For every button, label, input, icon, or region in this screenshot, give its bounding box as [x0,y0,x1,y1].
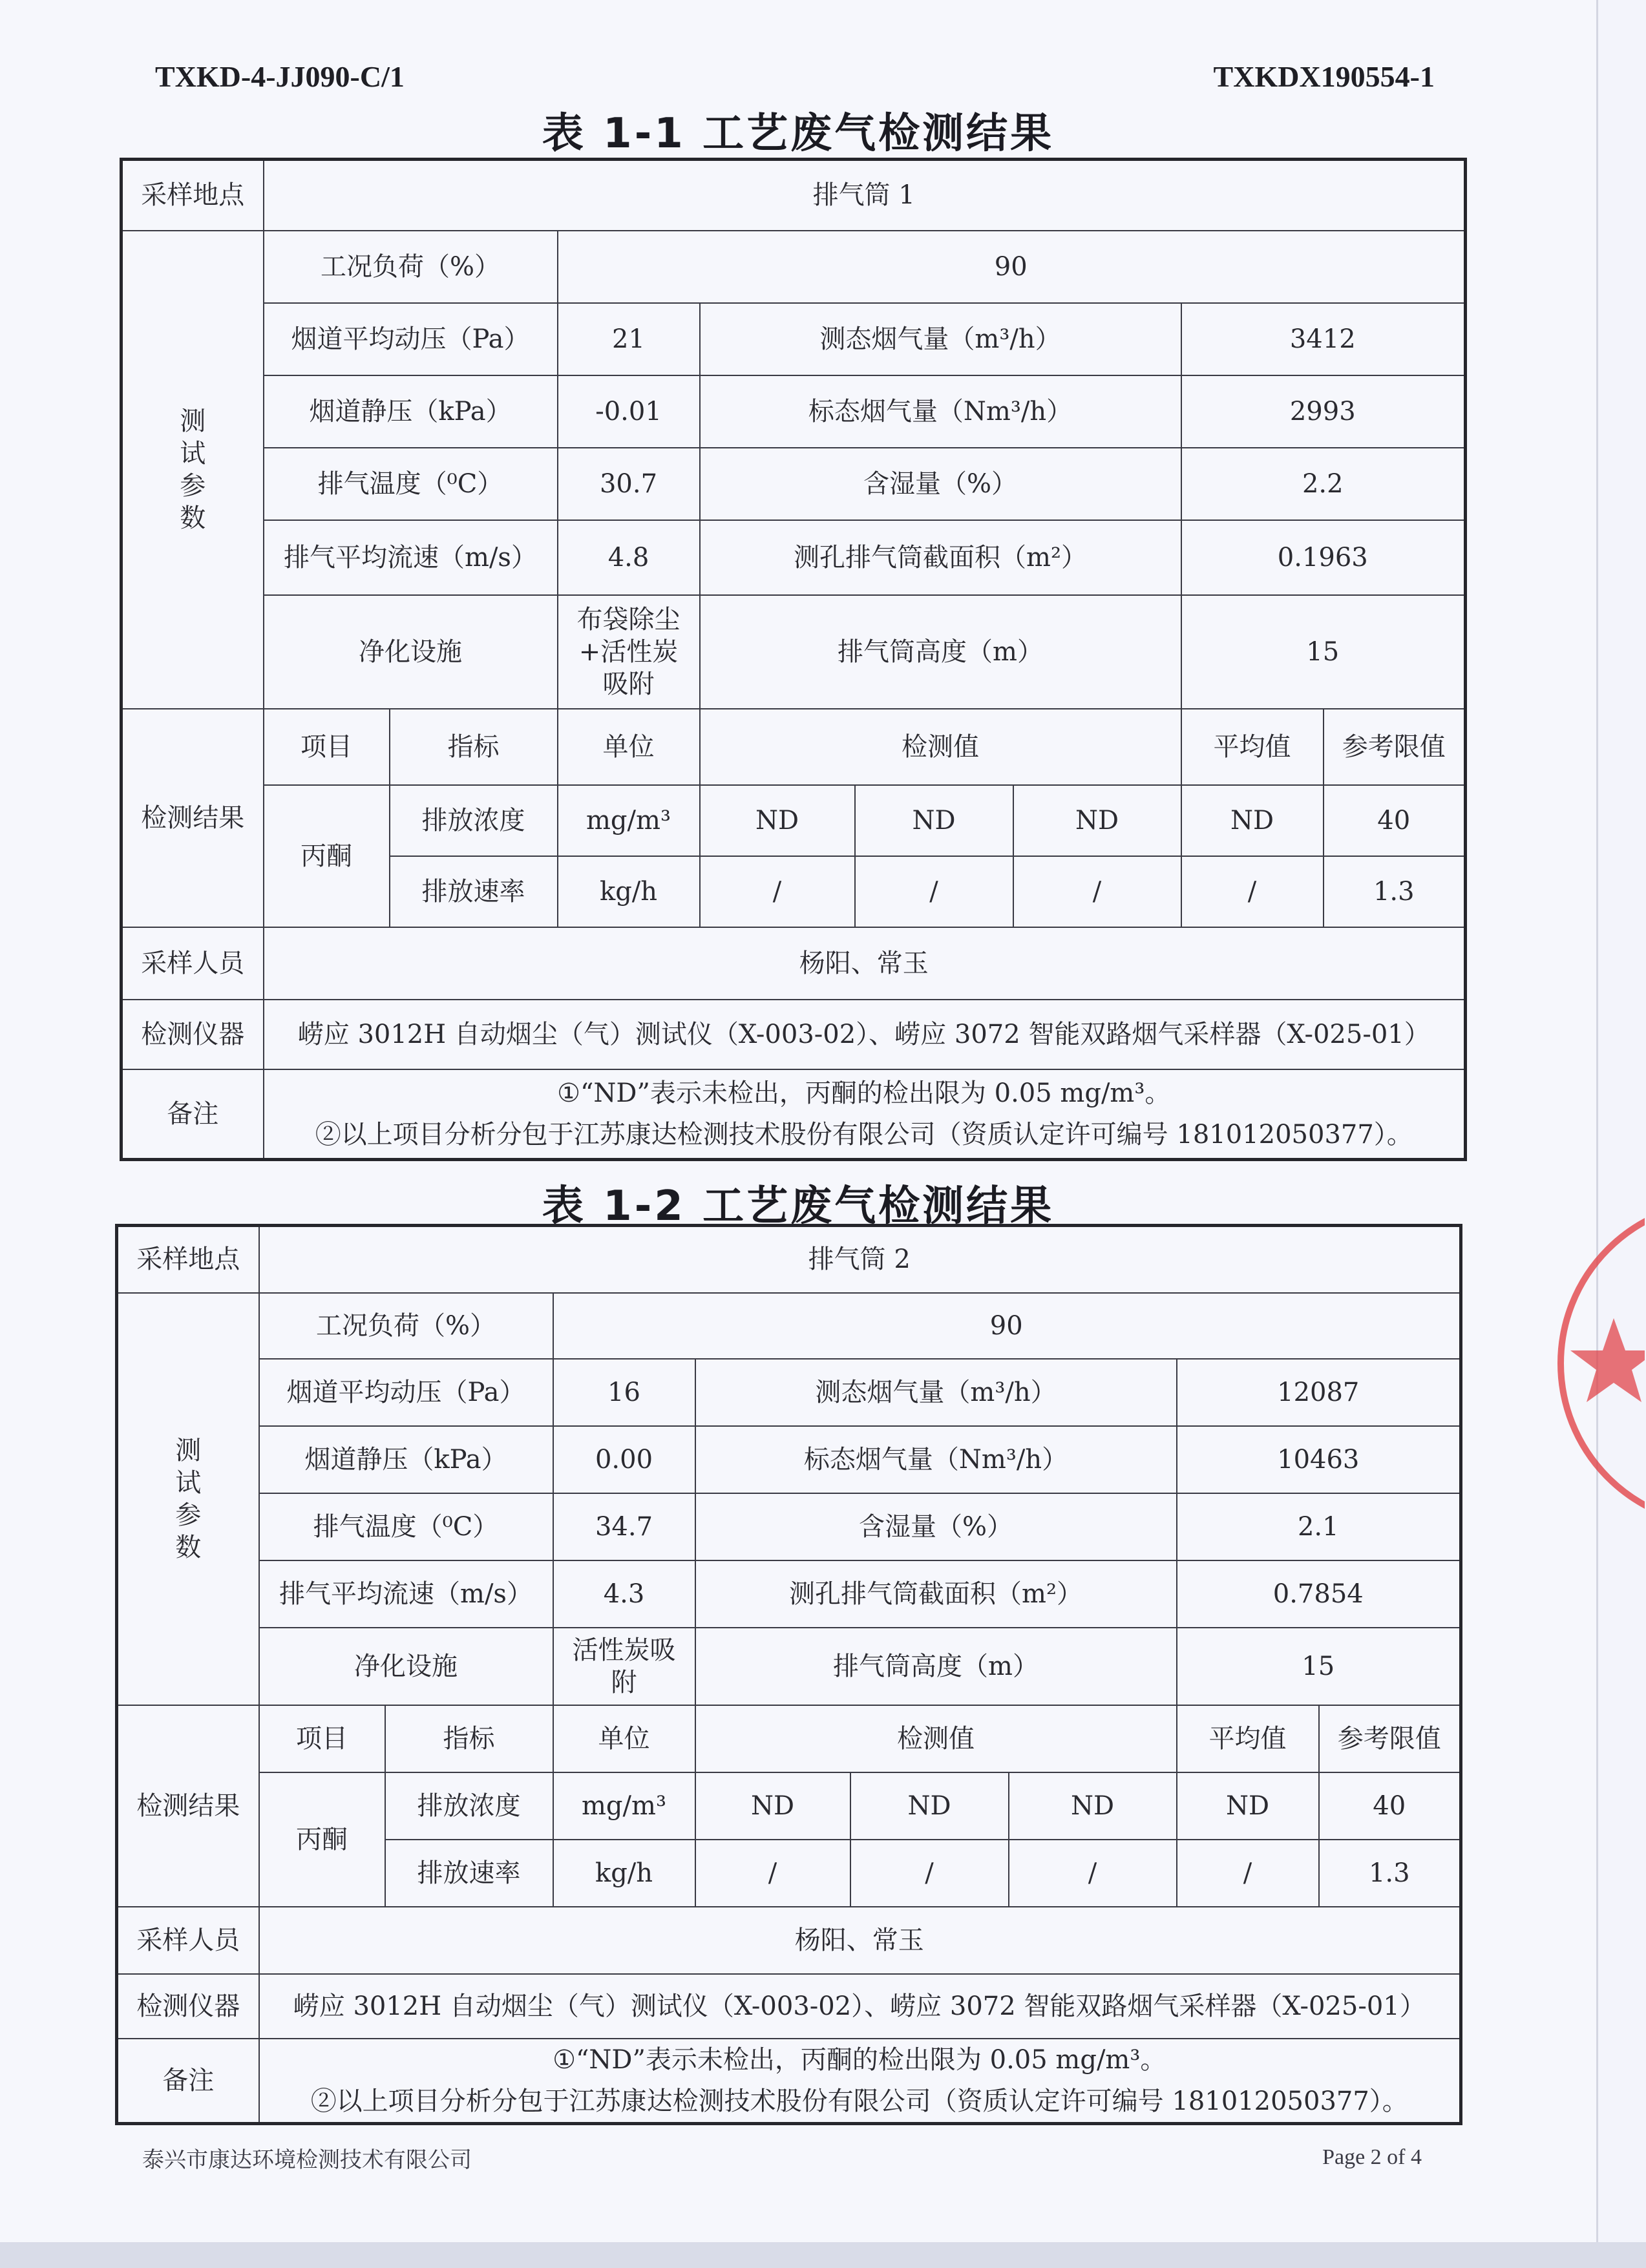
height-label: 排气筒高度（m） [695,1628,1177,1705]
rate-limit: 1.3 [1324,856,1466,927]
dyn-pressure-value: 21 [558,303,700,375]
remarks-label: 备注 [117,2039,259,2124]
static-pressure-label: 烟道静压（kPa） [264,375,558,448]
conc-unit: mg/m³ [558,785,700,856]
dyn-pressure-label: 烟道平均动压（Pa） [264,303,558,375]
static-pressure-value: 0.00 [553,1426,695,1493]
table-2-title: 表 1-2 工艺废气检测结果 [542,1182,1055,1230]
conc-unit: mg/m³ [553,1772,695,1840]
rate-unit: kg/h [553,1840,695,1907]
rate-average: / [1177,1840,1319,1907]
average-header: 平均值 [1181,709,1324,785]
conc-indicator: 排放浓度 [390,785,558,856]
purification-line: 活性炭吸 [572,1635,676,1665]
test-params-char: 参 [175,1500,202,1530]
purification-line: +活性炭 [578,636,679,667]
instrument-label: 检测仪器 [121,1000,264,1069]
remarks-value [264,1069,1466,1160]
test-params-char: 测 [175,1435,202,1465]
sampling-site-value: 排气筒 2 [259,1226,1461,1293]
purification-value [558,595,700,709]
limit-header: 参考限值 [1319,1705,1461,1772]
conc-limit: 40 [1324,785,1466,856]
indicator-header: 指标 [385,1705,553,1772]
area-value: 0.7854 [1177,1560,1461,1628]
remark-line-1: ①“ND”表示未检出，丙酮的检出限为 0.05 mg/m³。 [557,1078,1171,1108]
load-value: 90 [553,1293,1461,1359]
remarks-value [259,2039,1461,2124]
static-pressure-value: -0.01 [558,375,700,448]
rate-average: / [1181,856,1324,927]
temp-value: 30.7 [558,448,700,520]
dyn-pressure-value: 16 [553,1359,695,1426]
purification-value [553,1628,695,1705]
rate-measured-value: / [850,1840,1009,1907]
flow-std-label: 标态烟气量（Nm³/h） [695,1426,1177,1493]
height-value: 15 [1177,1628,1461,1705]
rate-indicator: 排放速率 [385,1840,553,1907]
flow-actual-label: 测态烟气量（m³/h） [700,303,1181,375]
velocity-label: 排气平均流速（m/s） [264,520,558,595]
flow-std-value: 10463 [1177,1426,1461,1493]
red-seal-stamp [1554,1195,1645,1531]
load-label: 工况负荷（%） [264,231,558,303]
measured-header: 检测值 [695,1705,1177,1772]
remarks-label: 备注 [121,1069,264,1160]
conc-average: ND [1177,1772,1319,1840]
report-number: TXKDX190554-1 [1213,60,1435,93]
staff-value: 杨阳、常玉 [259,1907,1461,1974]
flow-actual-label: 测态烟气量（m³/h） [695,1359,1177,1426]
moisture-label: 含湿量（%） [700,448,1181,520]
temp-label: 排气温度（⁰C） [264,448,558,520]
results-label: 检测结果 [121,709,264,927]
sampling-site-label: 采样地点 [121,160,264,231]
conc-measured-value: ND [1013,785,1181,856]
purification-line: 布袋除尘 [576,604,681,635]
conc-measured-value: ND [695,1772,850,1840]
remark-line-2: ②以上项目分析分包于江苏康达检测技术股份有限公司（资质认定许可编号 181012050377）。 [310,2086,1408,2116]
remark-line-1: ①“ND”表示未检出，丙酮的检出限为 0.05 mg/m³。 [553,2044,1166,2075]
table-1-title: 表 1-1 工艺废气检测结果 [542,110,1055,158]
rate-measured-value: / [700,856,855,927]
results-label: 检测结果 [117,1705,259,1907]
load-value: 90 [558,231,1466,303]
results-table-1 [120,158,1467,1161]
dyn-pressure-label: 烟道平均动压（Pa） [259,1359,553,1426]
footer-company: 泰兴市康达环境检测技术有限公司 [142,2147,472,2173]
rate-measured-value: / [695,1840,850,1907]
test-params-char: 数 [180,503,206,533]
purification-line: 吸附 [602,669,655,699]
conc-measured-value: ND [1009,1772,1177,1840]
page-number: Page 2 of 4 [1322,2145,1422,2169]
velocity-label: 排气平均流速（m/s） [259,1560,553,1628]
staff-value: 杨阳、常玉 [264,927,1466,1000]
temp-value: 34.7 [553,1493,695,1560]
acetone-item: 丙酮 [259,1772,385,1907]
item-header: 项目 [264,709,390,785]
area-label: 测孔排气筒截面积（m²） [695,1560,1177,1628]
flow-actual-value: 3412 [1181,303,1466,375]
purification-line: 附 [611,1667,637,1697]
area-value: 0.1963 [1181,520,1466,595]
moisture-value: 2.1 [1177,1493,1461,1560]
conc-indicator: 排放浓度 [385,1772,553,1840]
moisture-label: 含湿量（%） [695,1493,1177,1560]
indicator-header: 指标 [390,709,558,785]
unit-header: 单位 [553,1705,695,1772]
rate-measured-value: / [855,856,1013,927]
measured-header: 检测值 [700,709,1181,785]
test-params-char: 参 [180,470,206,501]
flow-std-label: 标态烟气量（Nm³/h） [700,375,1181,448]
limit-header: 参考限值 [1324,709,1466,785]
velocity-value: 4.8 [558,520,700,595]
rate-unit: kg/h [558,856,700,927]
height-value: 15 [1181,595,1466,709]
load-label: 工况负荷（%） [259,1293,553,1359]
scan-edge [0,2242,1646,2268]
average-header: 平均值 [1177,1705,1319,1772]
velocity-value: 4.3 [553,1560,695,1628]
sampling-site-label: 采样地点 [117,1226,259,1293]
test-params-label [121,231,264,709]
rate-limit: 1.3 [1319,1840,1461,1907]
unit-header: 单位 [558,709,700,785]
flow-actual-value: 12087 [1177,1359,1461,1426]
rate-indicator: 排放速率 [390,856,558,927]
test-params-char: 试 [180,438,206,468]
instrument-value: 崂应 3012H 自动烟尘（气）测试仪（X-003-02）、崂应 3072 智能双路烟气采样器（X-025-01） [264,1000,1466,1069]
results-table-2 [115,1224,1462,2125]
static-pressure-label: 烟道静压（kPa） [259,1426,553,1493]
instrument-value: 崂应 3012H 自动烟尘（气）测试仪（X-003-02）、崂应 3072 智能双路烟气采样器（X-025-01） [259,1974,1461,2039]
instrument-label: 检测仪器 [117,1974,259,2039]
conc-average: ND [1181,785,1324,856]
purification-label: 净化设施 [259,1628,553,1705]
purification-label: 净化设施 [264,595,558,709]
flow-std-value: 2993 [1181,375,1466,448]
test-params-char: 测 [180,406,206,436]
acetone-item: 丙酮 [264,785,390,927]
moisture-value: 2.2 [1181,448,1466,520]
staff-label: 采样人员 [121,927,264,1000]
conc-measured-value: ND [700,785,855,856]
staff-label: 采样人员 [117,1907,259,1974]
sampling-site-value: 排气筒 1 [264,160,1466,231]
test-params-char: 数 [175,1532,202,1562]
item-header: 项目 [259,1705,385,1772]
conc-limit: 40 [1319,1772,1461,1840]
rate-measured-value: / [1013,856,1181,927]
test-params-label [117,1293,259,1705]
rate-measured-value: / [1009,1840,1177,1907]
test-params-char: 试 [175,1467,202,1498]
temp-label: 排气温度（⁰C） [259,1493,553,1560]
conc-measured-value: ND [850,1772,1009,1840]
area-label: 测孔排气筒截面积（m²） [700,520,1181,595]
conc-measured-value: ND [855,785,1013,856]
doc-code-left: TXKD-4-JJ090-C/1 [155,60,405,93]
remark-line-2: ②以上项目分析分包于江苏康达检测技术股份有限公司（资质认定许可编号 181012050377）。 [315,1119,1413,1150]
height-label: 排气筒高度（m） [700,595,1181,709]
